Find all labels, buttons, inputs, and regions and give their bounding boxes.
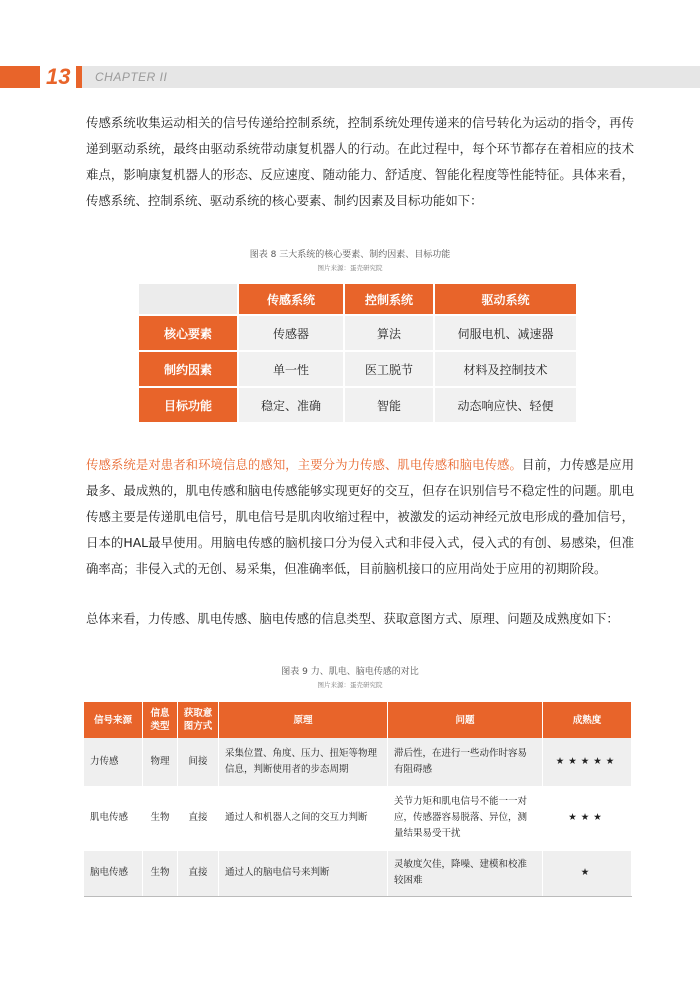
figure8-title: 图表 8 三大系统的核心要素、制约因素、目标功能 (249, 250, 451, 260)
table-cell: 单一性 (238, 351, 344, 387)
table-row (139, 351, 577, 387)
row-header: 目标功能 (139, 387, 238, 423)
table-row (84, 850, 632, 896)
cell-principle: 通过人的脑电信号来判断 (219, 850, 388, 896)
cell-info: 生物 (143, 850, 178, 896)
star-rating: ★★★ (543, 786, 632, 850)
table-cell: 动态响应快、轻便 (434, 387, 577, 423)
cell-source: 力传感 (84, 738, 143, 786)
page-number: 13 (40, 64, 76, 90)
table-cell: 传感器 (238, 315, 344, 351)
cell-source: 肌电传感 (84, 786, 143, 850)
table-cell: 智能 (344, 387, 434, 423)
table-cell: 稳定、准确 (238, 387, 344, 423)
table-corner (139, 284, 238, 315)
cell-method: 直接 (178, 850, 219, 896)
row-header: 制约因素 (139, 351, 238, 387)
col-header-source: 信号来源 (84, 702, 143, 738)
table-row (139, 387, 577, 423)
cell-method: 直接 (178, 786, 219, 850)
cell-source: 脑电传感 (84, 850, 143, 896)
table-row (139, 315, 577, 351)
highlight-text: 传感系统是对患者和环境信息的感知，主要分为力传感、肌电传感和脑电传感。 (86, 457, 522, 472)
col-header-principle: 原理 (219, 702, 388, 738)
cell-problem: 灵敏度欠佳，降噪、建模和校准较困难 (388, 850, 543, 896)
cell-problem: 滞后性，在进行一些动作时容易有阻碍感 (388, 738, 543, 786)
figure9-source: 图片来源：蛋壳研究院 (317, 681, 383, 689)
col-header-method: 获取意 图方式 (178, 702, 219, 738)
star-rating: ★ (543, 850, 632, 896)
col-header-maturity: 成熟度 (543, 702, 632, 738)
star-rating: ★★★★★ (543, 738, 632, 786)
cell-problem: 关节力矩和肌电信号不能一一对应，传感器容易脱落、异位，测量结果易受干扰 (388, 786, 543, 850)
table-header-row (84, 702, 632, 738)
col-header-sensing: 传感系统 (238, 284, 344, 315)
table-cell: 算法 (344, 315, 434, 351)
paragraph-sensing (86, 452, 634, 582)
figure8-source: 图片来源：蛋壳研究院 (317, 264, 383, 272)
cell-method: 间接 (178, 738, 219, 786)
table-header-row (139, 284, 577, 315)
chapter-label: CHAPTER II (95, 70, 168, 84)
body-text: 目前，力传感是应用最多、最成熟的，肌电传感和脑电传感能够实现更好的交互，但存在识别信号不稳定性的问题。肌电传感主要是传递肌电信号，肌电信号是肌肉收缩过程中，被激发的运动神经元放电形成的叠加信号，日本的HAL最早使用。用脑电传感的脑机接口分为侵入式和非侵入式，侵入式的有创、易感染，但准确率高；非侵入式的无创、易采集，但准确率低，目前脑机接口的应用尚处于应用的初期阶段。 (86, 457, 635, 576)
cell-principle: 通过人和机器人之间的交互力判断 (219, 786, 388, 850)
row-header: 核心要素 (139, 315, 238, 351)
cell-info: 物理 (143, 738, 178, 786)
table-row (84, 738, 632, 786)
table-cell: 医工脱节 (344, 351, 434, 387)
col-header-control: 控制系统 (344, 284, 434, 315)
col-header-problem: 问题 (388, 702, 543, 738)
table-row (84, 786, 632, 850)
col-header-drive: 驱动系统 (434, 284, 577, 315)
systems-table (139, 284, 578, 424)
table-cell: 伺服电机、减速器 (434, 315, 577, 351)
table-cell: 材料及控制技术 (434, 351, 577, 387)
cell-principle: 采集位置、角度、压力、扭矩等物理信息，判断使用者的步态周期 (219, 738, 388, 786)
cell-info: 生物 (143, 786, 178, 850)
paragraph-intro: 传感系统收集运动相关的信号传递给控制系统，控制系统处理传递来的信号转化为运动的指令，再传递到驱动系统，最终由驱动系统带动康复机器人的行动。在此过程中，每个环节都存在着相应的技术难点，影响康复机器人的形态、反应速度、随动能力、舒适度、智能化程度等性能特征。具体来看，传感系统、控制系统、驱动系统的核心要素、制约因素及目标功能如下： (86, 115, 634, 208)
col-header-info: 信息 类型 (143, 702, 178, 738)
paragraph-summary: 总体来看，力传感、肌电传感、脑电传感的信息类型、获取意图方式、原理、问题及成熟度如下： (86, 611, 619, 626)
figure9-title: 图表 9 力、肌电、脑电传感的对比 (281, 667, 419, 677)
sensing-comparison-table (84, 702, 632, 897)
